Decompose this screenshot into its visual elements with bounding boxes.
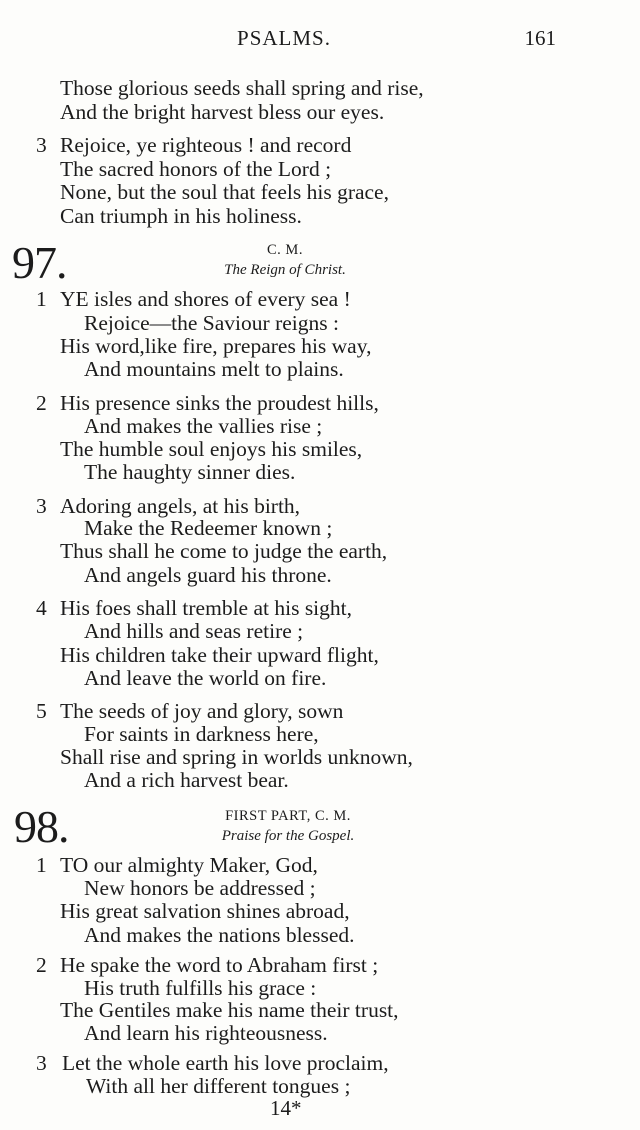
verse-line: Shall rise and spring in worlds unknown, [60,745,413,769]
signature-mark: 14* [270,1096,302,1120]
stanza-number: 3 [36,133,47,157]
page-number: 161 [524,26,556,50]
verse-line: New honors be addressed ; [84,876,316,900]
verse-line: His children take their upward flight, [60,643,379,667]
hymn-number: 98. [14,801,69,852]
hymn-subtitle: The Reign of Christ. [224,262,346,278]
stanza-number: 3 [36,494,47,518]
verse-line: And makes the nations blessed. [84,923,355,947]
verse-line: The humble soul enjoys his smiles, [60,437,363,461]
verse-line: His word,like fire, prepares his way, [60,334,372,358]
verse-line: With all her different tongues ; [86,1074,351,1098]
verse-line: The haughty sinner dies. [84,460,296,484]
verse-line: His great salvation shines abroad, [60,899,350,923]
stanza-number: 4 [36,596,47,620]
verse-line: Let the whole earth his love proclaim, [62,1051,389,1075]
hymn-meter: C. M. [267,242,303,258]
verse-line: Those glorious seeds shall spring and rise, [60,76,424,100]
stanza-number: 2 [36,953,47,977]
stanza-number: 5 [36,699,47,723]
verse-line: And leave the world on fire. [84,666,327,690]
verse-line: Thus shall he come to judge the earth, [60,539,388,563]
stanza-number: 3 [36,1051,47,1075]
verse-line: Rejoice, ye righteous ! and record [60,133,352,157]
stanza-number: 1 [36,853,47,877]
verse-line: Can triumph in his holiness. [60,204,302,228]
verse-line: TO our almighty Maker, God, [60,853,318,877]
verse-line: The seeds of joy and glory, sown [60,699,344,723]
verse-line: And the bright harvest bless our eyes. [60,100,385,124]
verse-line: And mountains melt to plains. [84,357,344,381]
stanza-number: 1 [36,287,47,311]
verse-line: And hills and seas retire ; [84,619,304,643]
verse-line: The Gentiles make his name their trust, [60,998,399,1022]
verse-line: His truth fulfills his grace : [84,976,317,1000]
verse-line: And makes the vallies rise ; [84,414,323,438]
verse-line: Rejoice—the Saviour reigns : [84,311,339,335]
hymn-meter: FIRST PART, C. M. [225,808,351,824]
stanza-number: 2 [36,391,47,415]
verse-line: His foes shall tremble at his sight, [60,596,353,620]
verse-line: For saints in darkness here, [84,722,319,746]
verse-line: Make the Redeemer known ; [84,516,333,540]
verse-line: YE isles and shores of every sea ! [60,287,351,311]
hymn-subtitle: Praise for the Gospel. [221,828,355,844]
verse-line: And learn his righteousness. [84,1021,328,1045]
running-title: PSALMS. [237,26,331,50]
verse-line: None, but the soul that feels his grace, [60,180,389,204]
verse-line: Adoring angels, at his birth, [60,494,301,518]
verse-line: And a rich harvest bear. [84,768,289,792]
verse-line: He spake the word to Abraham first ; [60,953,379,977]
verse-line: And angels guard his throne. [84,563,332,587]
verse-line: The sacred honors of the Lord ; [60,157,332,181]
verse-line: His presence sinks the proudest hills, [60,391,379,415]
hymn-number: 97. [12,237,67,288]
